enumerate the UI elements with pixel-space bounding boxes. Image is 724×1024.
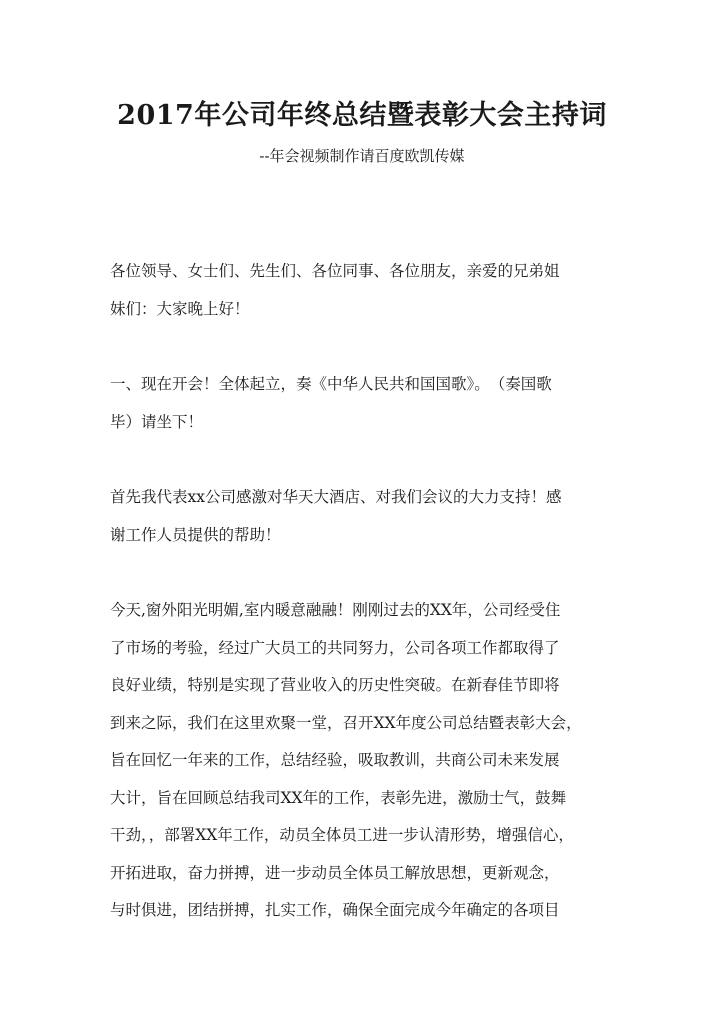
text-line: 良好业绩，特别是实现了营业收入的历史性突破。在新春佳节即将 xyxy=(110,676,560,694)
text-line: 到来之际，我们在这里欢聚一堂，召开XX年度公司总结暨表彰大会， xyxy=(110,713,582,732)
document-title: 2017年公司年终总结暨表彰大会主持词 xyxy=(117,100,607,131)
paragraph-greeting xyxy=(110,253,630,328)
paragraph-thanks xyxy=(110,479,630,554)
text-line: 一、现在开会！全体起立，奏《中华人民共和国国歌》。 （奏国歌 xyxy=(110,375,552,393)
text-line: 大计，旨在回顾总结我司XX年的工作，表彰先进，激励士气，鼓舞 xyxy=(110,788,567,807)
document-subtitle: --年会视频制作请百度欧凯传媒 xyxy=(259,147,465,165)
text-line: 各位领导、女士们、先生们、各位同事、各位朋友，亲爱的兄弟姐 xyxy=(110,262,560,280)
paragraph-opening xyxy=(110,366,630,441)
text-line: 毕）请坐下！ xyxy=(110,412,204,431)
text-line: 与时俱进，团结拼搏，扎实工作，确保全面完成今年确定的各项目 xyxy=(110,901,560,919)
text-line: 谢工作人员提供的帮助！ xyxy=(110,525,281,544)
text-line: 首先我代表xx公司感激对华天大酒店、对我们会议的大力支持！感 xyxy=(110,488,562,506)
text-line: 妹们：大家晚上好！ xyxy=(110,299,250,318)
text-line: 了市场的考验，经过广大员工的共同努力，公司各项工作都取得了 xyxy=(110,638,560,657)
text-line: 干劲，，部署XX年工作，动员全体员工进一步认清形势，增强信心， xyxy=(110,826,574,844)
text-line: 旨在回忆一年来的工作，总结经验，吸取教训，共商公司未来发展 xyxy=(110,751,560,769)
text-line: 开拓进取，奋力拼搏，进一步动员全体员工解放思想，更新观念， xyxy=(110,863,560,882)
paragraph-review xyxy=(110,592,630,930)
text-line: 今天,窗外阳光明媚,室内暖意融融！刚刚过去的XX年，公司经受住 xyxy=(110,601,561,619)
